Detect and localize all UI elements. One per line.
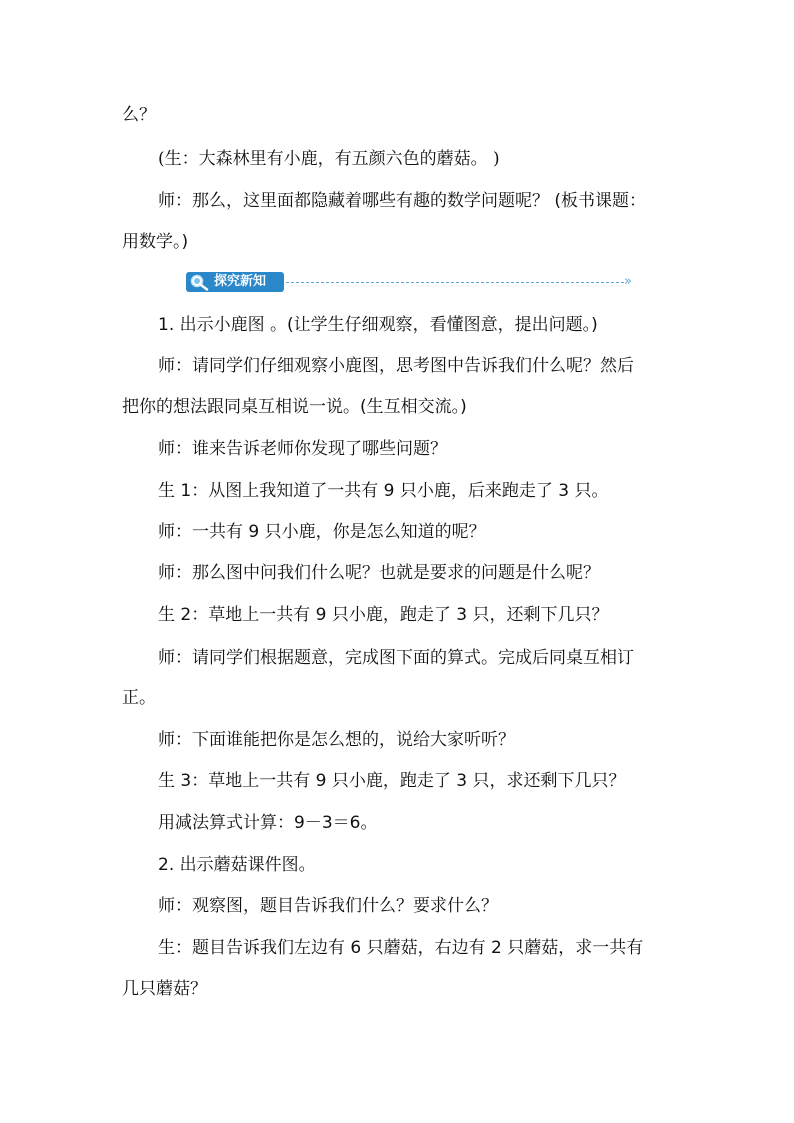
text-line: (生：大森林里有小鹿，有五颜六色的蘑菇。 ) [158, 149, 500, 169]
text-line: 1. 出示小鹿图 。(让学生仔细观察，看懂图意，提出问题。) [158, 315, 598, 335]
text-line: 几只蘑菇？ [122, 979, 207, 999]
banner-dashed-rule [286, 282, 624, 283]
text-line: 师：下面谁能把你是怎么想的，说给大家听听？ [158, 730, 515, 750]
double-chevron-right-icon: » [624, 274, 632, 289]
text-line: 把你的想法跟同桌互相说一说。(生互相交流。) [122, 397, 467, 417]
text-line: 师：观察图，题目告诉我们什么？要求什么？ [158, 896, 498, 916]
text-line: 师：请同学们仔细观察小鹿图，思考图中告诉我们什么呢？然后 [158, 356, 634, 376]
banner-label: 探究新知 [214, 274, 267, 289]
text-line: 生 2：草地上一共有 9 只小鹿，跑走了 3 只，还剩下几只？ [158, 605, 609, 625]
text-line: 师：谁来告诉老师你发现了哪些问题？ [158, 439, 447, 459]
banner-label-box [186, 272, 284, 292]
text-line: 生 3：草地上一共有 9 只小鹿，跑走了 3 只，求还剩下几只？ [158, 771, 626, 791]
section-banner [186, 272, 646, 294]
text-line: 正。 [122, 688, 156, 708]
text-line: 用减法算式计算：9－3＝6。 [158, 813, 378, 833]
text-line: 师：请同学们根据题意，完成图下面的算式。完成后同桌互相订 [158, 648, 634, 668]
text-line: 用数学。) [122, 232, 189, 252]
text-line: 师：一共有 9 只小鹿，你是怎么知道的呢？ [158, 522, 486, 542]
text-line: 生 1：从图上我知道了一共有 9 只小鹿，后来跑走了 3 只。 [158, 481, 609, 501]
text-line: 2. 出示蘑菇课件图。 [158, 855, 316, 875]
text-line: 么？ [122, 105, 156, 125]
text-line: 师：那么，这里面都隐藏着哪些有趣的数学问题呢？ (板书课题： [158, 191, 647, 211]
text-line: 师：那么图中问我们什么呢？也就是要求的问题是什么呢？ [158, 563, 600, 583]
text-line: 生：题目告诉我们左边有 6 只蘑菇，右边有 2 只蘑菇，求一共有 [158, 938, 644, 958]
magnifier-icon [188, 273, 210, 291]
